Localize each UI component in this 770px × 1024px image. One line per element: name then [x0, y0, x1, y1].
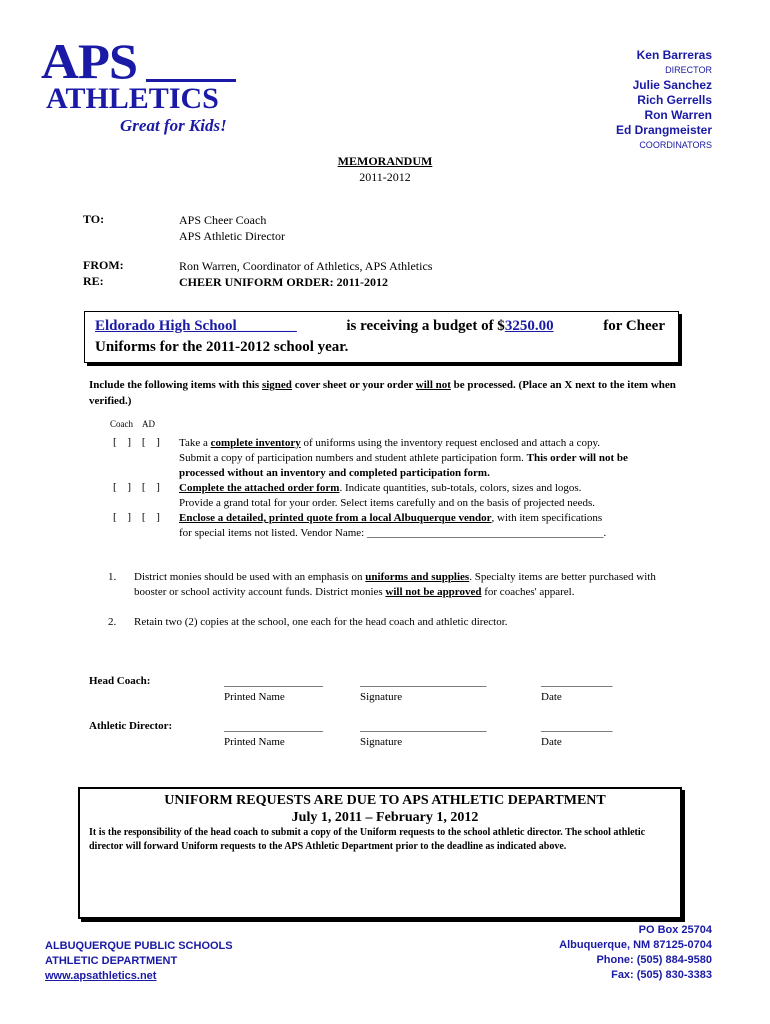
due-dates: July 1, 2011 – February 1, 2012 — [291, 810, 479, 825]
footer-city: Albuquerque, NM 87125-0704 — [559, 939, 712, 951]
logo-athletics: ATHLETICS — [46, 82, 219, 115]
footer-right — [559, 923, 712, 983]
from-label: FROM: — [83, 258, 124, 272]
checklist-item-vendor-quote: Enclose a detailed, printed quote from a local Albuquerque vendor, with item specifications for special items not listed. Vendor Name: ___________________________________________. — [179, 512, 607, 539]
logo-tagline: Great for Kids! — [120, 116, 227, 135]
ad-printed-name[interactable]: __________________ Printed Name — [224, 721, 323, 748]
director-name: Ken Barreras — [636, 48, 712, 62]
budget-line-2: Uniforms for the 2011-2012 school year. — [95, 339, 349, 355]
from-value: Ron Warren, Coordinator of Athletics, APS Athletics — [179, 259, 433, 273]
footer-left — [45, 939, 233, 984]
to-value — [179, 212, 285, 244]
checkbox-item-3[interactable]: [ ] [ ] — [113, 511, 164, 523]
head-coach-label: Head Coach: — [89, 675, 151, 687]
coordinator-name: Rich Gerrells — [637, 93, 712, 107]
footer-po-box: PO Box 25704 — [638, 924, 712, 936]
budget-text: is receiving a budget of $3250.00 — [346, 318, 554, 334]
footer-dept: ATHLETIC DEPARTMENT — [45, 955, 178, 967]
to-line: APS Cheer Coach — [179, 213, 267, 227]
due-title: UNIFORM REQUESTS ARE DUE TO APS ATHLETIC DEPARTMENT — [164, 793, 606, 808]
budget-amount: 3250.00 — [504, 318, 554, 334]
column-headers: Coach AD — [110, 419, 155, 429]
re-value: CHEER UNIFORM ORDER: 2011-2012 — [179, 275, 388, 289]
budget-text-end: for Cheer — [603, 318, 665, 334]
checklist-item-order-form: Complete the attached order form. Indicate quantities, sub-totals, colors, sizes and logos. Provide a grand total for your order. Select items carefully and on the basis of projected needs. — [179, 482, 596, 509]
memo-title: MEMORANDUM — [337, 154, 433, 168]
footer-fax: Fax: (505) 830-3383 — [611, 969, 712, 981]
ad-date[interactable]: _____________ Date — [541, 721, 613, 748]
coordinator-name: Ron Warren — [644, 108, 712, 122]
checklist-item-inventory: Take a complete inventory of uniforms using the inventory request enclosed and attach a copy. Submit a copy of participation numbers and student athlete participation form. This order will not be processed without an inventory and completed participation form. — [179, 437, 628, 479]
footer-phone: Phone: (505) 884-9580 — [596, 954, 712, 966]
coordinators-label: COORDINATORS — [639, 140, 712, 150]
checkbox-item-1[interactable]: [ ] [ ] — [113, 436, 164, 448]
athletic-director-label: Athletic Director: — [89, 720, 173, 732]
school-name: Eldorado High School________ — [95, 318, 297, 334]
budget-line — [95, 318, 665, 335]
logo-aps: APS — [41, 33, 138, 89]
instructions: Include the following items with this signed cover sheet or your order will not be processed. (Place an X next to the item when verified.) — [89, 379, 676, 407]
due-text: It is the responsibility of the head coach to submit a copy of the Uniform requests to the school athletic director. The school athletic director will forward Uniform requests to the APS Athletic Department prior to the deadline as indicated above. — [89, 827, 646, 852]
to-line: APS Athletic Director — [179, 229, 285, 243]
memo-year: 2011-2012 — [359, 170, 411, 184]
note-2: 2. Retain two (2) copies at the school, one each for the head coach and athletic director. — [108, 616, 508, 628]
director-label: DIRECTOR — [665, 65, 712, 75]
head-coach-date[interactable]: _____________ Date — [541, 676, 613, 703]
coordinator-name: Julie Sanchez — [632, 78, 712, 92]
note-1: 1. District monies should be used with an emphasis on uniforms and supplies. Specialty items are better purchased with booster or school activity account funds. District monies will not be approved for coaches' apparel. — [108, 571, 656, 598]
checkbox-item-2[interactable]: [ ] [ ] — [113, 481, 164, 493]
footer-org: ALBUQUERQUE PUBLIC SCHOOLS — [45, 940, 233, 952]
staff-list — [616, 48, 712, 153]
re-label: RE: — [83, 274, 104, 288]
to-label: TO: — [83, 212, 105, 226]
head-coach-printed-name[interactable]: __________________ Printed Name — [224, 676, 323, 703]
coordinator-name: Ed Drangmeister — [615, 123, 712, 137]
footer-website-link[interactable]: www.apsathletics.net — [45, 970, 157, 982]
ad-signature[interactable]: _______________________ Signature — [360, 721, 487, 748]
head-coach-signature[interactable]: _______________________ Signature — [360, 676, 487, 703]
